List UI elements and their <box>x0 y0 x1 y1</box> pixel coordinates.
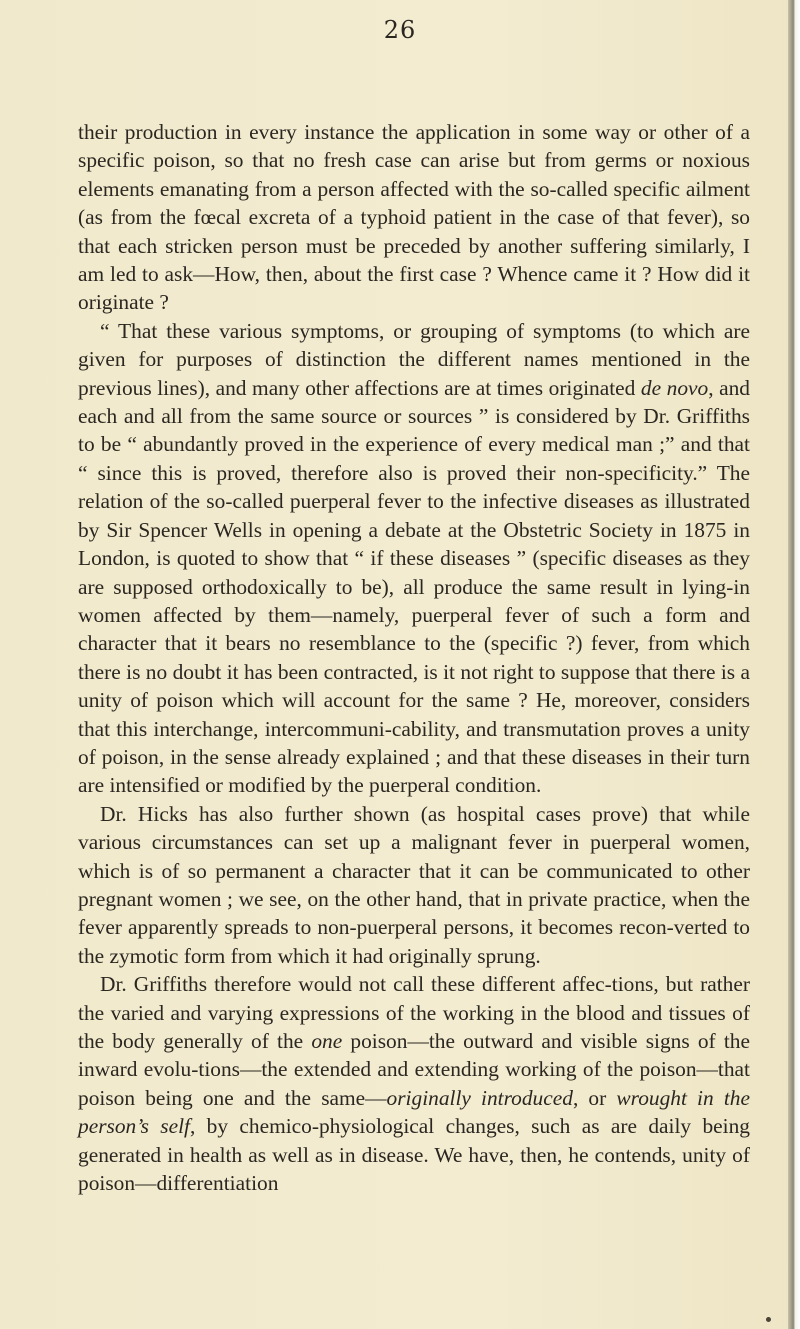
text-run: , or <box>572 1085 617 1110</box>
text-run: their production in every instance the application in some way or other of a specific poison, so that no fresh case can arise but from germs or noxious elements emanating from a person affected with the so-called specific ailment (as from the fœcal excreta of a typhoid patient in the case of that fever), so that each stricken person must be preceded by another suffering similarly, I am led to ask—How, then, about the first case ? Whence came it ? How did it originate ? <box>78 120 750 315</box>
paragraph-3 <box>78 800 750 970</box>
page-edge-shadow <box>788 0 800 1329</box>
ink-speck <box>766 1317 771 1322</box>
italic-run: wrought in the person’s self <box>78 1085 750 1139</box>
text-run: Dr. Hicks has also further shown (as hospital cases prove) that while various circumstances can set up a malignant fever in puerperal women, which is of so permanent a character that it can be communicated to other pregnant women ; we see, on the other hand, that in private practice, when the fever apparently spreads to non-puerperal persons, it becomes recon-verted to the zymotic form from which it had originally sprung. <box>78 801 750 968</box>
paragraph-4 <box>78 970 750 1197</box>
body-text <box>78 118 750 1197</box>
paragraph-1 <box>78 118 750 317</box>
text-run: poison—the outward and visible signs of the inward evolu-tions—the extended and extending working of the poison—that poison being one and the same— <box>78 1029 750 1110</box>
text-run: “ That these various symptoms, or grouping of symptoms (to which are given for purposes of distinction the different names mentioned in the previous lines), and many other affections are at times originated <box>78 318 750 400</box>
italic-run: originally introduced <box>386 1085 573 1110</box>
italic-run: de novo <box>640 375 709 400</box>
italic-run: one <box>311 1029 343 1053</box>
text-run: , and each and all from the same source or sources ” is considered by Dr. Griffiths to be “ abundantly proved in the experience of every medical man ;” and that “ since this is proved, therefore also is proved their non-specificity.” The relation of the so-called puerperal fever to the infective diseases as illustrated by Sir Spencer Wells in opening a debate at the Obstetric Society in 1875 in London, is quoted to show that “ if these diseases ” (specific diseases as they are supposed orthodoxically to be), all produce the same result in lying-in women affected by them—namely, puerperal fever of such a form and character that it bears no resemblance to the (specific ?) fever, from which there is no doubt it has been contracted, is it not right to suppose that there is a unity of poison which will account for the same ? He, moreover, considers that this interchange, intercommuni-cability, and transmutation proves a unity of poison, in the sense already explained ; and that these diseases in their turn are intensified or modified by the puerperal condition. <box>78 375 750 798</box>
page-number: 26 <box>383 16 417 44</box>
text-run: Dr. Griffiths therefore would not call these different affec-tions, but rather the varied and varying expressions of the working in the blood and tissues of the body generally of the <box>78 972 750 1053</box>
text-run: , by chemico-physiological changes, such as are daily being generated in health as well as in disease. We have, then, he contends, unity of poison—differentiation <box>78 1114 750 1196</box>
paragraph-2 <box>78 317 750 800</box>
